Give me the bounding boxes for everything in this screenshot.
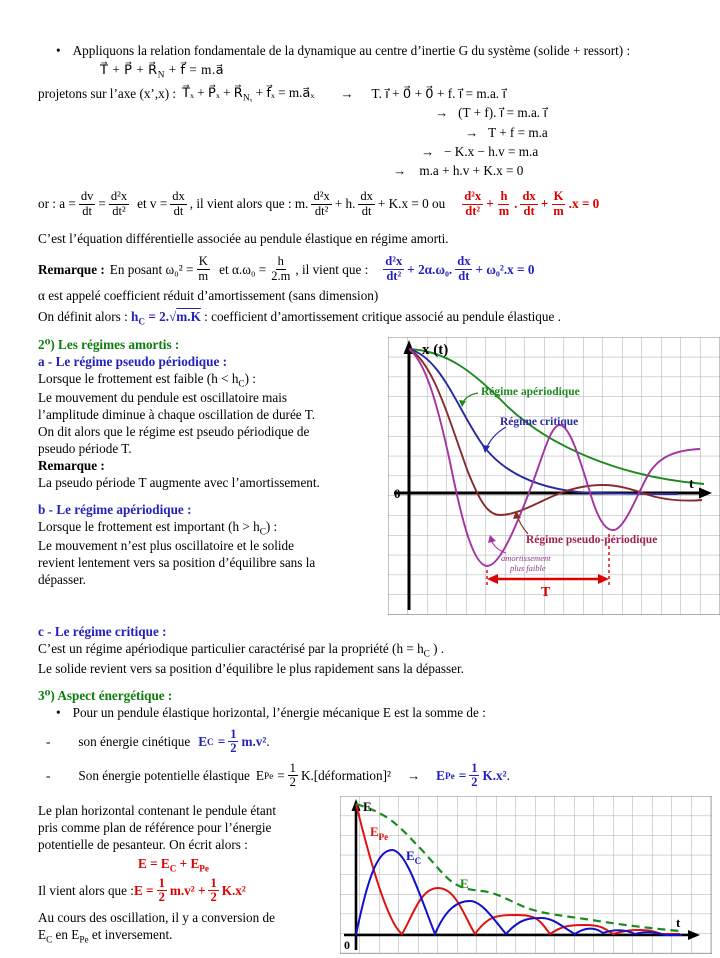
fraction: $\frac{1}{2}$ [158, 875, 165, 905]
graph2-svg [340, 796, 712, 954]
eq-part: + h. [334, 196, 356, 212]
fraction: $\frac{dx}{dt}$ [360, 189, 373, 218]
legend-critique: Régime critique [500, 416, 579, 429]
eq-part: or : a = [38, 196, 76, 212]
equation-e-total-line [38, 877, 340, 905]
graph1-tlabel: t [689, 477, 694, 493]
remark-label: Remarque : [38, 457, 105, 473]
fraction: $\frac{\text{d²x}}{\text{dt²}}$ [110, 189, 128, 218]
dash-glyph: - [46, 734, 51, 750]
chain-line: → (T + f). i⃗ = m.a. i⃗ [435, 105, 548, 121]
section2c-title: c - Le régime critique : [38, 624, 167, 640]
para-hc [38, 308, 702, 328]
graph1-grid [388, 337, 720, 615]
fraction: $\frac{1}{2}$ [230, 726, 237, 756]
eq-part: + f⃗ = m.a⃗ [164, 62, 225, 78]
section3-bullet [38, 704, 702, 721]
eq-sub: N [157, 69, 165, 80]
equation-hc: $h_C = 2.√m.K$ [131, 308, 201, 327]
eq-part: T⃗ + P⃗ + R⃗ [100, 62, 158, 78]
eq-part: = [98, 196, 106, 212]
section2-text-column [38, 337, 388, 619]
equation-red-reduced: $\frac{\text{d²x}}{\text{dt²}}$ + $\frac{h}{m}$ . $\frac{dx}{dt}$ + $\frac{K}{m}$ .x = 0 [464, 189, 600, 218]
bullet-icon: • [56, 705, 61, 721]
fraction: $\frac{1}{2}$ [471, 760, 478, 790]
dash-glyph: - [46, 768, 51, 784]
para: l’amplitude diminue à chaque oscillation de durée T. [38, 407, 316, 423]
fraction: $\frac{dv}{dt}$ [80, 189, 94, 218]
eq-part: , il vient que : [295, 261, 369, 277]
para: pseudo période T. [38, 441, 132, 457]
fraction: $\frac{dx}{dt}$ [457, 254, 471, 283]
section2b-title: b - Le régime apériodique : [38, 501, 192, 517]
legend-aperiodique: Régime apériodique [481, 386, 580, 399]
para: C’est un régime apériodique particulier caractérisé par la propriété ($h = h_C$ ) . [38, 641, 445, 660]
annot-amortissement: amortissement [501, 553, 551, 564]
section2-row [38, 337, 702, 619]
graph1-zero: 0 [394, 486, 401, 502]
bullet-icon: • [56, 43, 61, 58]
eq-part: . [506, 768, 510, 784]
graph2-tlabel: t [676, 914, 681, 930]
para: potentielle de pesanteur. On écrit alors : [38, 837, 248, 853]
equation-remark-line [38, 255, 702, 283]
fraction: $\frac{dx}{dt}$ [172, 189, 185, 218]
section2-title: 2⁰) Les régimes amortis : [38, 337, 180, 353]
fraction: $\frac{h}{2.m}$ [271, 254, 291, 283]
fraction: $\frac{h}{m}$ [498, 189, 510, 218]
para: Lorsque le frottement est important $(h > h_C)$ : [38, 518, 278, 537]
eq-part: son énergie cinétique [78, 734, 191, 750]
para: revient lentement vers sa position d’équilibre sans la [38, 554, 316, 570]
eq-part: et α.ω₀ = [219, 261, 267, 277]
fraction: $\frac{\text{d²x}}{\text{dt²}}$ [313, 189, 330, 218]
section3-bullet-text: Pour un pendule élastique horizontal, l’énergie mécanique E est la somme de : [72, 705, 486, 721]
legend-pseudo-periodique: Régime pseudo-périodique [526, 534, 658, 547]
para: pris comme plan de référence pour l’énergie [38, 819, 272, 835]
graph2-zero: 0 [344, 937, 350, 952]
para: Le mouvement du pendule est oscillatoire mais [38, 390, 288, 406]
fraction: $\frac{K}{m}$ [198, 254, 209, 283]
fraction: $\frac{\text{d²x}}{\text{dt²}}$ [464, 189, 482, 218]
para: Le mouvement n’est plus oscillatoire et le solide [38, 538, 294, 554]
equation-or-line [38, 190, 702, 218]
period-label: T [541, 585, 551, 601]
para: On dit alors que le régime est pseudo périodique de [38, 424, 310, 440]
equation-blue-omega: $\frac{\text{d²x}}{\text{dt²}}$ + 2α.ω₀. $\frac{dx}{dt}$ + ω₀².x = 0 [385, 254, 535, 283]
graph1-ylabel: x (t) [422, 342, 449, 359]
graph2-ylabel: E [363, 798, 372, 814]
graph1-svg [388, 337, 720, 615]
intro-bullet-line [38, 42, 702, 59]
para-diff-equation: C’est l’équation différentielle associée au pendule élastique en régime amorti. [38, 231, 449, 247]
eq-part: T⃗ₓ + P⃗ₓ + $R⃗_{N_x}$ + f⃗ₓ = m.a⃗ₓ [182, 84, 315, 103]
eq-part: : coefficient d’amortissement critique associé au pendule élastique . [200, 308, 561, 324]
eq-part: On définit alors : [38, 308, 132, 324]
equation-ec: E C = $\frac{1}{2}$ m.v² [198, 726, 267, 756]
para: Au cours des oscillation, il y a conversion de [38, 909, 275, 925]
equation-epe-result: E Pe = $\frac{1}{2}$ K.x² [436, 760, 507, 790]
equation-epe: E Pe = $\frac{1}{2}$ K.[déformation]² [255, 760, 391, 790]
chain-line: → − K.x − h.v = m.a [421, 143, 539, 159]
eq-part: + K.x = 0 ou [377, 196, 446, 212]
section3-title: 3⁰) Aspect énergétique : [38, 688, 173, 704]
energy-kinetic-line [38, 728, 702, 756]
para: $E_C$ en $E_{Pe}$ et inversement. [38, 927, 173, 945]
fraction: $\frac{1}{2}$ [289, 760, 296, 790]
eq-part: , il vient alors que : m. [189, 196, 309, 212]
eq-part: T. i⃗ + 0⃗ + 0⃗ + f. i⃗ = m.a. i⃗ [371, 86, 507, 102]
eq-part: Son énergie potentielle élastique [78, 768, 250, 784]
eq-part: Il vient alors que : [38, 883, 134, 899]
para: Le solide revient vers sa position d’équilibre le plus rapidement sans la dépasser. [38, 661, 464, 677]
eq-part: et v = [137, 196, 168, 212]
bottom-row [38, 796, 702, 958]
eq-part: En posant ω₀² = [109, 261, 194, 277]
para: Le plan horizontal contenant le pendule étant [38, 802, 277, 818]
eq-part: . [266, 734, 270, 750]
chain-line: → m.a + h.v + K.x = 0 [393, 162, 524, 178]
graph-damped-regimes [388, 337, 720, 619]
para-alpha: α est appelé coefficient réduit d’amortissement (sans dimension) [38, 288, 379, 304]
intro-bullet-text: Appliquons la relation fondamentale de la dynamique au centre d’inertie G du système (solide + ressort) : [72, 43, 631, 58]
equation-chain [38, 103, 702, 180]
annot-plus-faible: plus faible [510, 563, 546, 574]
para: Lorsque le frottement est faible $(h < h_C)$ : [38, 370, 256, 389]
chain-line: → T + f = m.a [465, 124, 548, 140]
fraction: $\frac{dx}{dt}$ [522, 189, 536, 218]
equation-projection [38, 84, 702, 104]
equation-e-sum: $E = E_C + E_{Pe}$ [138, 856, 210, 874]
para: La pseudo période T augmente avec l’amortissement. [38, 474, 320, 490]
para: dépasser. [38, 571, 86, 587]
bottom-text-column [38, 796, 340, 958]
remark-label: Remarque : [38, 261, 105, 277]
arrow-glyph: → [406, 768, 421, 784]
fraction: $\frac{1}{2}$ [210, 875, 217, 905]
label-ec: $E_C$ [406, 847, 422, 866]
graph-energy [340, 796, 712, 958]
label-epe: $E_{Pe}$ [370, 823, 389, 842]
equation-e-total: E = $\frac{1}{2}$ m.v² + $\frac{1}{2}$ K.x² [133, 875, 246, 905]
label-e-total: E [460, 875, 469, 891]
equation-vector-sum [100, 61, 702, 81]
graph2-grid [340, 796, 712, 954]
section2a-title: a - Le régime pseudo périodique : [38, 354, 228, 370]
proj-label: projetons sur l’axe (x’,x) : [38, 86, 177, 102]
energy-potential-line [38, 762, 702, 790]
fraction: $\frac{K}{m}$ [553, 189, 564, 218]
fraction: $\frac{\text{d²x}}{\text{dt²}}$ [385, 254, 403, 283]
arrow-glyph: → [340, 86, 354, 102]
